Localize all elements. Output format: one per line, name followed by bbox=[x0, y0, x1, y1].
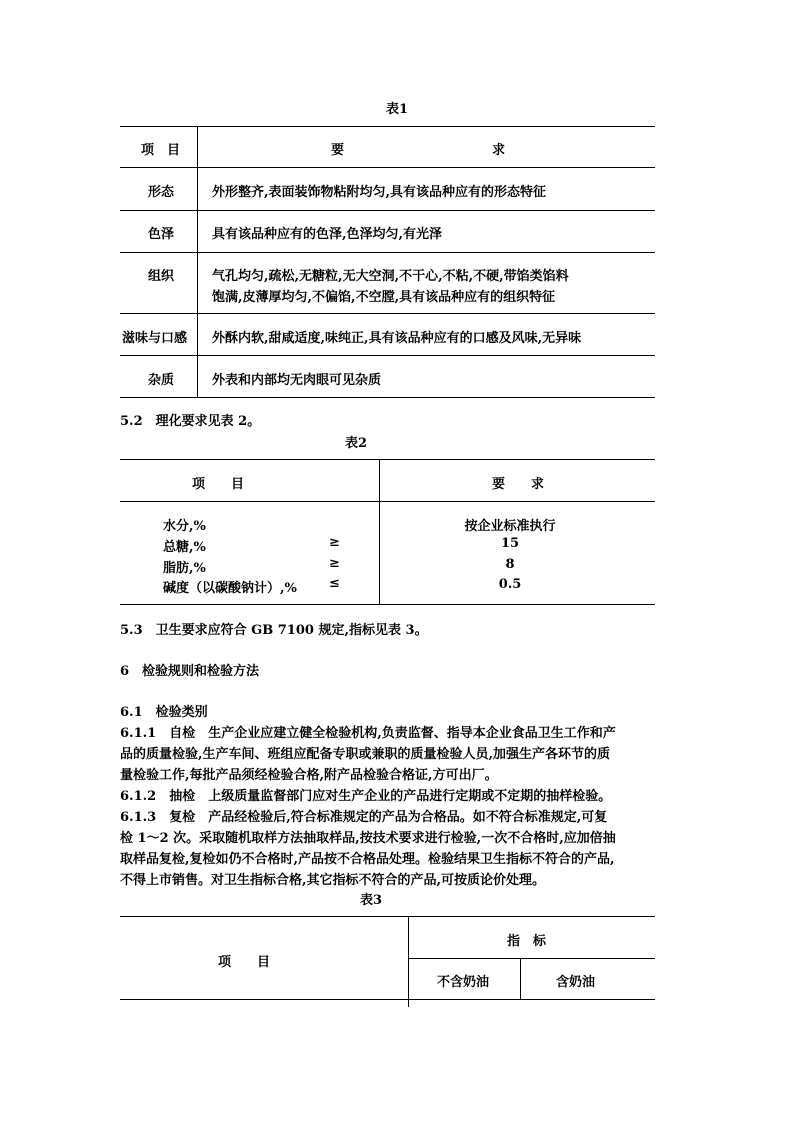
table2-row-op: ≤ bbox=[329, 576, 340, 591]
table2-header-rule bbox=[120, 501, 655, 502]
table2-bottom-rule bbox=[120, 604, 655, 605]
table2-row-item: 碱度（以碳酸钠计）,% bbox=[163, 581, 297, 596]
table1-row-req: 具有该品种应有的色泽,色泽均匀,有光泽 bbox=[212, 227, 443, 242]
table1-row-item: 杂质 bbox=[148, 373, 175, 388]
paragraph-6-1-1: 品的质量检验,生产车间、班组应配备专职或兼职的质量检验人员,加强生产各环节的质 bbox=[120, 747, 611, 762]
table2-header-item: 项 目 bbox=[192, 477, 245, 492]
table1-row-req: 饱满,皮薄厚均匀,不偏馅,不空膛,具有该品种应有的组织特征 bbox=[212, 290, 556, 305]
table2-row-item: 水分,% bbox=[163, 519, 206, 534]
table3-header-col1: 不含奶油 bbox=[437, 975, 490, 990]
paragraph-6-1-2: 6.1.2 抽检 上级质量监督部门应对生产企业的产品进行定期或不定期的抽样检验。 bbox=[120, 789, 612, 804]
table1-row-rule bbox=[120, 210, 655, 211]
table2-row-item: 脂肪,% bbox=[163, 561, 206, 576]
table1-row-rule bbox=[120, 355, 655, 356]
table1-caption: 表1 bbox=[386, 102, 409, 117]
table1-top-rule bbox=[120, 126, 655, 127]
table1-row-item: 组织 bbox=[148, 269, 175, 284]
table3-header-col2: 含奶油 bbox=[556, 975, 596, 990]
table1-row-req: 外酥内软,甜咸适度,味纯正,具有该品种应有的口感及风味,无异味 bbox=[212, 331, 582, 346]
table1-row-rule bbox=[120, 252, 655, 253]
table3-divider bbox=[408, 917, 409, 1007]
table2-caption: 表2 bbox=[345, 436, 368, 451]
paragraph-6-1-1: 6.1.1 自检 生产企业应建立健全检验机构,负责监督、指导本企业食品卫生工作和产 bbox=[120, 726, 616, 741]
section-6-1-heading: 6.1 检验类别 bbox=[120, 705, 208, 720]
table2-row-item: 总糖,% bbox=[163, 540, 206, 555]
table1-row-req: 外形整齐,表面装饰物粘附均匀,具有该品种应有的形态特征 bbox=[212, 185, 547, 200]
table1-row-item: 滋味与口感 bbox=[122, 331, 188, 346]
table3-header-rule bbox=[120, 999, 655, 1000]
paragraph-6-1-3: 检 1～2 次。采取随机取样方法抽取样品,按技术要求进行检验,一次不合格时,应加倍抽 bbox=[120, 831, 616, 846]
section-5-2: 5.2 理化要求见表 2。 bbox=[120, 414, 261, 429]
table1-bottom-rule bbox=[120, 397, 655, 398]
table2-divider bbox=[379, 460, 380, 604]
table1-divider bbox=[197, 127, 198, 397]
table1-header-req-b: 求 bbox=[492, 143, 506, 158]
table2-row-op: ≥ bbox=[329, 556, 340, 571]
paragraph-6-1-3: 取样品复检,复检如仍不合格时,产品按不合格品处理。检验结果卫生指标不符合的产品, bbox=[120, 852, 615, 867]
table1-row-item: 形态 bbox=[148, 185, 175, 200]
table2-row-req: 按企业标准执行 bbox=[464, 519, 556, 534]
table1-header-req-a: 要 bbox=[331, 143, 345, 158]
table3-header-index: 指 标 bbox=[507, 934, 547, 949]
table3-col-divider bbox=[520, 959, 521, 999]
table1-header-rule bbox=[120, 167, 655, 168]
table2-top-rule bbox=[120, 459, 655, 460]
paragraph-6-1-3: 6.1.3 复检 产品经检验后,符合标准规定的产品为合格品。如不符合标准规定,可复 bbox=[120, 810, 608, 825]
table3-top-rule bbox=[120, 916, 655, 917]
table2-row-op: ≥ bbox=[329, 535, 340, 550]
table2-row-req: 8 bbox=[505, 557, 515, 572]
table3-header-item: 项 目 bbox=[218, 955, 271, 970]
section-6-heading: 6 检验规则和检验方法 bbox=[120, 664, 260, 679]
table1-row-item: 色泽 bbox=[148, 227, 175, 242]
table1-row-req: 气孔均匀,疏松,无糖粒,无大空洞,不干心,不粘,不硬,带馅类馅料 bbox=[212, 269, 569, 284]
paragraph-6-1-3: 不得上市销售。对卫生指标合格,其它指标不符合的产品,可按质论价处理。 bbox=[120, 873, 546, 888]
table3-index-rule bbox=[408, 958, 655, 959]
table2-header-req: 要 求 bbox=[492, 477, 545, 492]
table1-row-rule bbox=[120, 313, 655, 314]
table2-row-req: 0.5 bbox=[498, 577, 522, 592]
table2-row-req: 15 bbox=[500, 536, 520, 551]
table1-header-item: 项 目 bbox=[141, 143, 181, 158]
table1-row-req: 外表和内部均无肉眼可见杂质 bbox=[212, 373, 382, 388]
paragraph-6-1-1: 量检验工作,每批产品须经检验合格,附产品检验合格证,方可出厂。 bbox=[120, 768, 498, 783]
section-5-3: 5.3 卫生要求应符合 GB 7100 规定,指标见表 3。 bbox=[120, 623, 428, 638]
table3-caption: 表3 bbox=[360, 893, 383, 908]
